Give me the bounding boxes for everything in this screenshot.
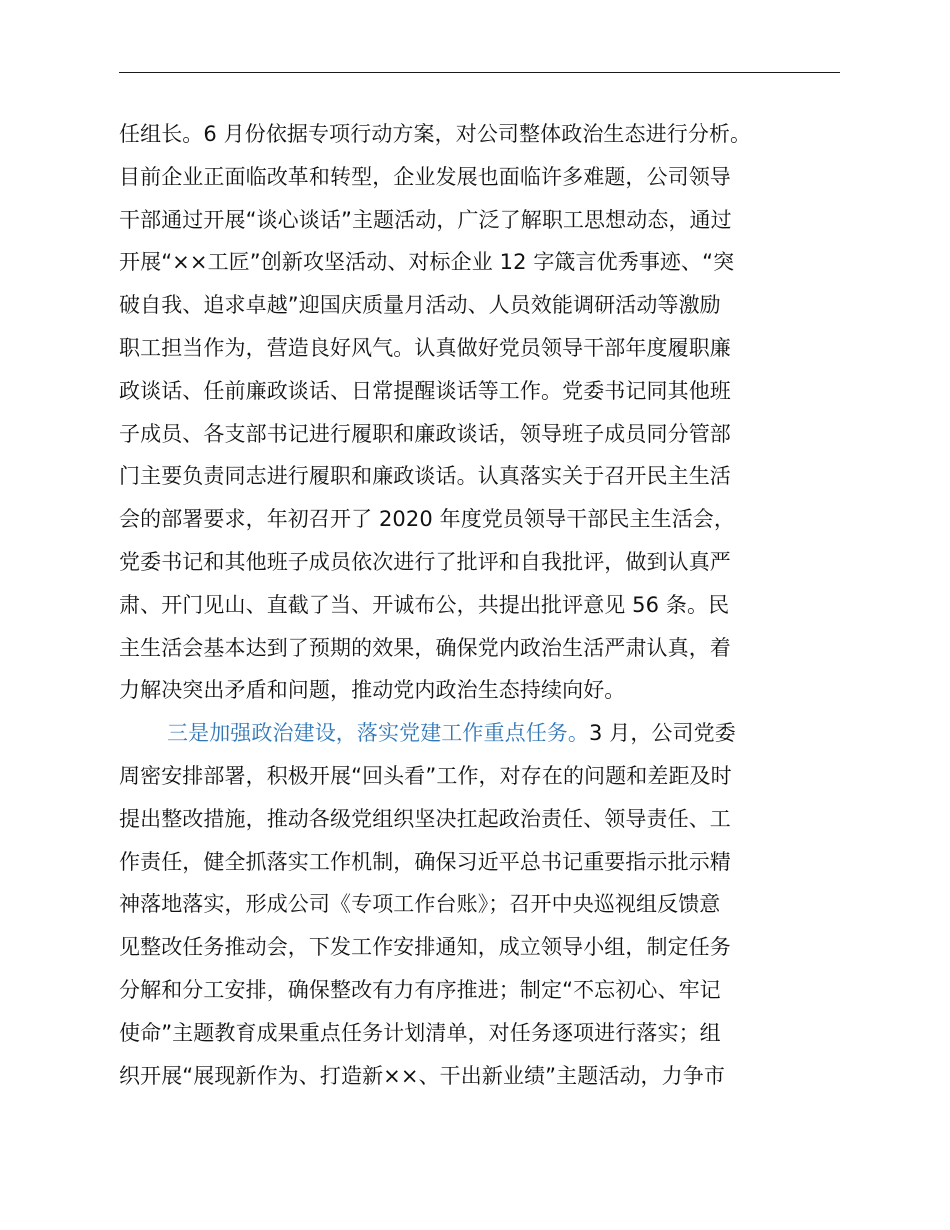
text-line: 党委书记和其他班子成员依次进行了批评和自我批评，做到认真严 (119, 549, 731, 574)
text-line: 政谈话、任前廉政谈话、日常提醒谈话等工作。党委书记同其他班 (119, 378, 731, 403)
text-line: 开展“××工匠”创新攻坚活动、对标企业 12 字箴言优秀事迹、“突 (119, 250, 735, 275)
text-line: 会的部署要求，年初召开了 2020 年度党员领导干部民主生活会， (119, 507, 735, 532)
text-line: 见整改任务推动会，下发工作安排通知，成立领导小组，制定任务 (119, 935, 731, 960)
text-line: 子成员、各支部书记进行履职和廉政谈话，领导班子成员同分管部 (119, 421, 731, 446)
text-line: 任组长。6 月份依据专项行动方案，对公司整体政治生态进行分析。 (119, 122, 752, 146)
paragraph-2 (119, 712, 841, 1097)
body-text (119, 113, 841, 1097)
paragraph-1 (119, 113, 841, 712)
text-line: 肃、开门见山、直截了当、开诚布公，共提出批评意见 56 条。民 (119, 592, 730, 617)
text-line: 力解决突出矛盾和问题，推动党内政治生态持续向好。 (119, 678, 626, 703)
text-line: 目前企业正面临改革和转型，企业发展也面临许多难题，公司领导 (119, 164, 731, 189)
paragraph-first-line-rest: 3 月，公司党委 (589, 721, 736, 746)
text-line: 提出整改措施，推动各级党组织坚决扛起政治责任、领导责任、工 (119, 806, 731, 831)
text-line: 神落地落实，形成公司《专项工作台账》；召开中央巡视组反馈意 (119, 892, 721, 917)
text-line: 作责任，健全抓落实工作机制，确保习近平总书记重要指示批示精 (119, 849, 731, 874)
text-line: 干部通过开展“谈心谈话”主题活动，广泛了解职工思想动态，通过 (119, 207, 732, 232)
text-line: 门主要负责同志进行履职和廉政谈话。认真落实关于召开民主生活 (119, 464, 731, 489)
text-line: 主生活会基本达到了预期的效果，确保党内政治生活严肃认真，着 (119, 635, 731, 660)
text-line: 使命”主题教育成果重点任务计划清单，对任务逐项进行落实；组 (119, 1020, 721, 1045)
paragraph-first-line (119, 712, 841, 755)
text-line: 职工担当作为，营造良好风气。认真做好党员领导干部年度履职廉 (119, 335, 731, 360)
text-line: 破自我、追求卓越”迎国庆质量月活动、人员效能调研活动等激励 (119, 293, 721, 318)
paragraph-heading: 三是加强政治建设，落实党建工作重点任务。 (167, 721, 589, 746)
text-line: 周密安排部署，积极开展“回头看”工作，对存在的问题和差距及时 (119, 763, 732, 788)
text-line: 织开展“展现新作为、打造新××、干出新业绩”主题活动，力争市 (119, 1063, 725, 1088)
text-line: 分解和分工安排，确保整改有力有序推进；制定“不忘初心、牢记 (119, 977, 721, 1002)
header-rule (119, 72, 840, 73)
